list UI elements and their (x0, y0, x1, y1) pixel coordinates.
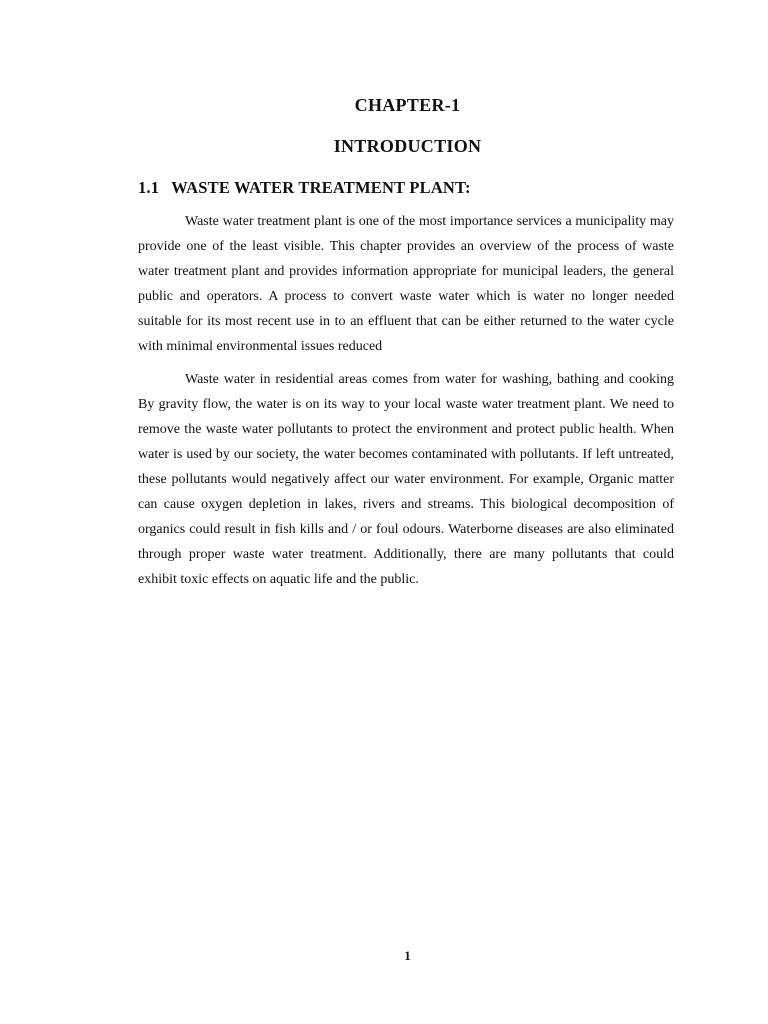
chapter-title: INTRODUCTION (333, 136, 482, 156)
section-heading (138, 178, 471, 198)
section-number: 1.1 (138, 178, 160, 197)
paragraph-2: Waste water in residential areas comes from water for washing, bathing and cooking By gravity flow, the water is on its way to your local waste water treatment plant. We need to remove the waste water pollutants to protect the environment and protect public health. When water is used by our society, the water becomes contaminated with pollutants. If left untreated, these pollutants would negatively affect our water environment. For example, Organic matter can cause oxygen depletion in lakes, rivers and streams. This biological decomposition of organics could result in fish kills and / or foul odours. Waterborne diseases are also eliminated through proper waste water treatment. Additionally, there are many pollutants that could exhibit toxic effects on aquatic life and the public. (138, 372, 674, 587)
chapter-heading: CHAPTER-1 (354, 95, 461, 115)
section-title: WASTE WATER TREATMENT PLANT: (171, 178, 471, 197)
paragraph-1: Waste water treatment plant is one of the most importance services a municipality may provide one of the least visible. This chapter provides an overview of the process of waste water treatment plant and provides information appropriate for municipal leaders, the general public and operators. A process to convert waste water which is water no longer needed suitable for its most recent use in to an effluent that can be either returned to the water cycle with minimal environmental issues reduced (138, 214, 674, 354)
page-number: 1 (404, 948, 411, 963)
